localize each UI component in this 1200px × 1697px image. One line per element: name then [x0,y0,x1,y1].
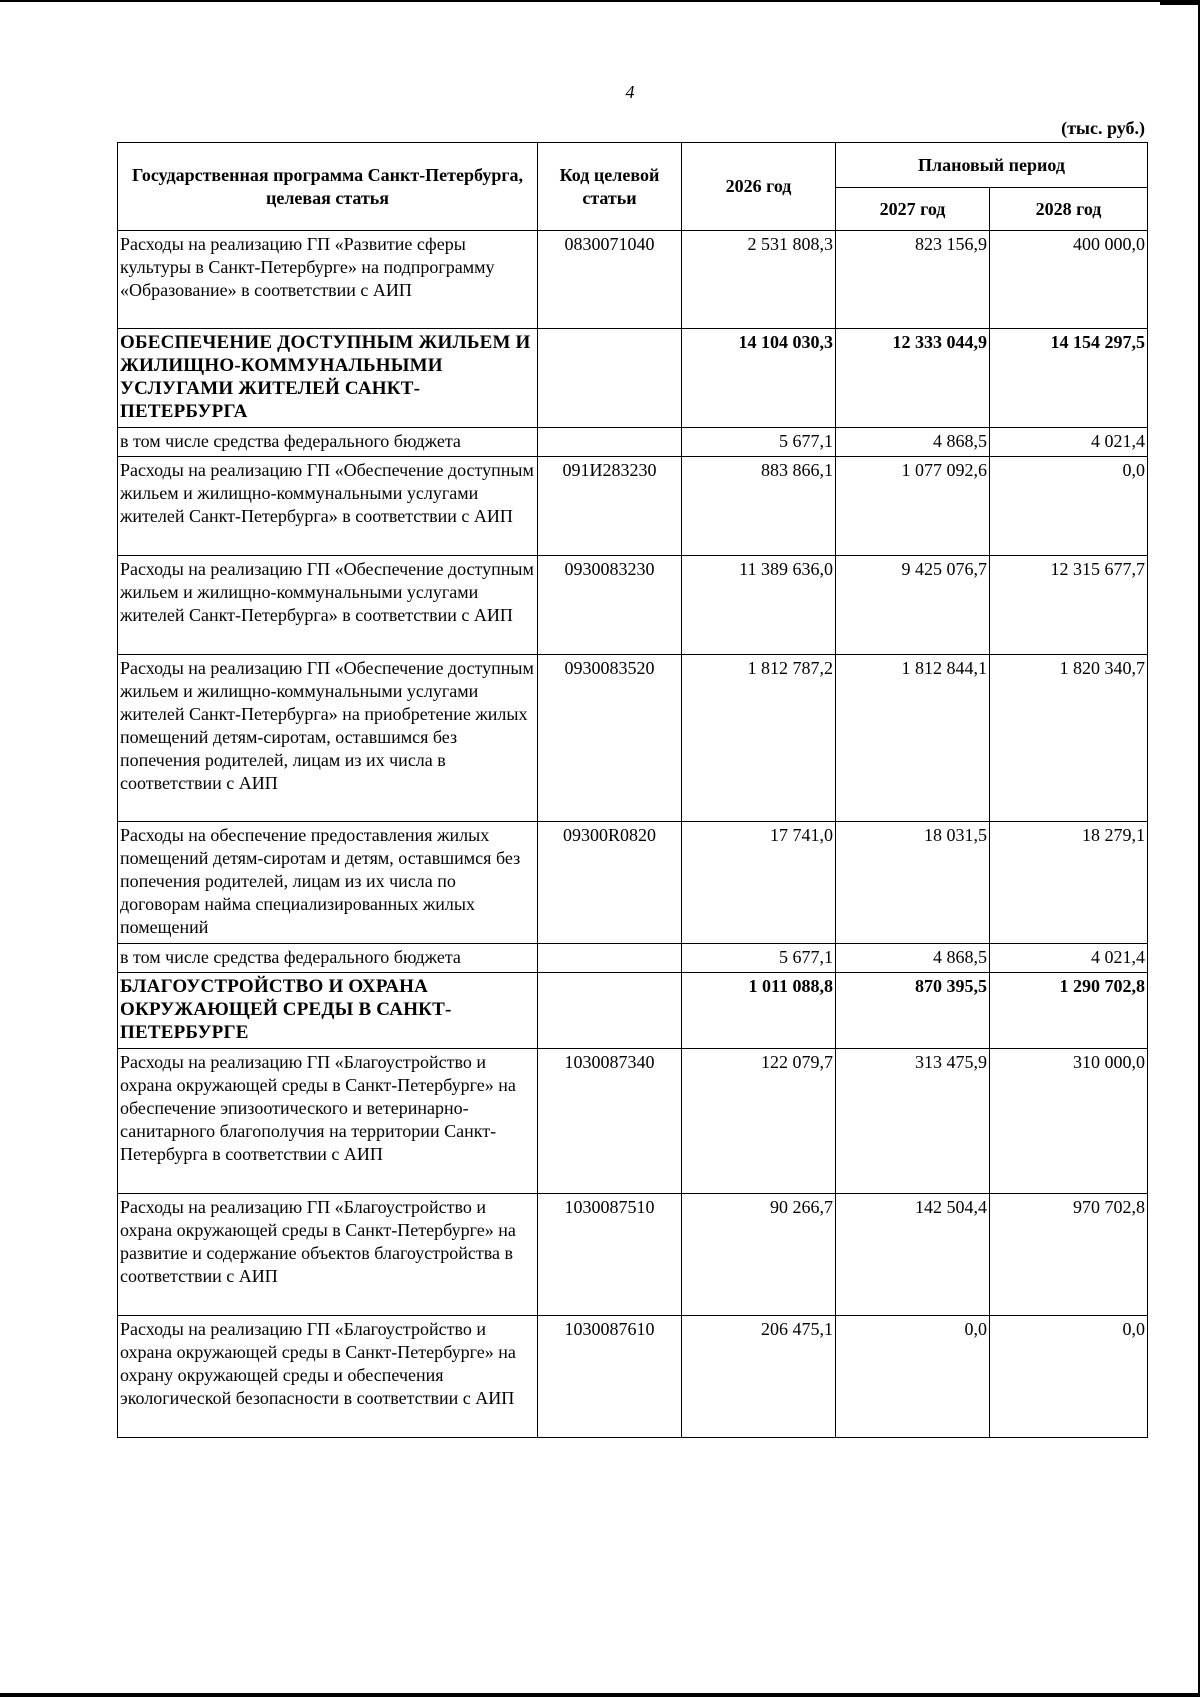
table-row [118,655,1148,822]
row-name: БЛАГОУСТРОЙСТВО И ОХРАНА ОКРУЖАЮЩЕЙ СРЕДЫ В САНКТ-ПЕТЕРБУРГЕ [118,973,538,1049]
row-code [538,973,682,1049]
row-value-2026: 5 677,1 [682,944,836,973]
row-name: Расходы на реализацию ГП «Благоустройство и охрана окружающей среды в Санкт-Петербурге» на развитие и содержание объектов благоустройства в соответствии с АИП [118,1194,538,1316]
header-code: Код целевой статьи [538,143,682,231]
header-year-2026: 2026 год [682,143,836,231]
table-body [118,231,1148,1438]
row-value-2028: 4 021,4 [990,944,1148,973]
table-row [118,1316,1148,1438]
row-value-2026: 1 812 787,2 [682,655,836,822]
row-value-2027: 1 812 844,1 [836,655,990,822]
row-name: Расходы на реализацию ГП «Благоустройство и охрана окружающей среды в Санкт-Петербурге» на обеспечение эпизоотического и ветеринарно-санитарного благополучия на территории Санкт-Петербурга в соответствии с АИП [118,1049,538,1194]
page-number: 4 [625,82,635,102]
row-value-2028: 18 279,1 [990,822,1148,944]
row-value-2027: 870 395,5 [836,973,990,1049]
row-code: 0930083230 [538,556,682,655]
row-value-2028: 970 702,8 [990,1194,1148,1316]
row-value-2026: 2 531 808,3 [682,231,836,329]
row-value-2026: 11 389 636,0 [682,556,836,655]
row-code [538,944,682,973]
row-code: 1030087510 [538,1194,682,1316]
header-program: Государственная программа Санкт-Петербурга, целевая статья [118,143,538,231]
scan-edge-bottom [0,1693,1200,1697]
scan-edge-top [0,0,1200,2]
row-value-2028: 400 000,0 [990,231,1148,329]
table-row [118,556,1148,655]
row-value-2026: 17 741,0 [682,822,836,944]
row-value-2027: 12 333 044,9 [836,329,990,428]
row-value-2028: 1 820 340,7 [990,655,1148,822]
table-row [118,457,1148,556]
row-value-2027: 18 031,5 [836,822,990,944]
header-row [118,143,1148,188]
budget-table [117,142,1148,1438]
row-value-2026: 1 011 088,8 [682,973,836,1049]
row-name: Расходы на реализацию ГП «Обеспечение доступным жильем и жилищно-коммунальными услугами жителей Санкт-Петербурга» в соответствии с АИП [118,457,538,556]
row-code: 0930083520 [538,655,682,822]
table-row [118,231,1148,329]
row-value-2027: 4 868,5 [836,944,990,973]
scan-mark [1160,0,1200,5]
row-value-2026: 883 866,1 [682,457,836,556]
row-code [538,329,682,428]
row-value-2027: 142 504,4 [836,1194,990,1316]
row-value-2028: 4 021,4 [990,428,1148,457]
units-label: (тыс. руб.) [1061,118,1145,138]
row-code: 09300R0820 [538,822,682,944]
row-value-2026: 122 079,7 [682,1049,836,1194]
header-year-2027: 2027 год [836,188,990,231]
row-value-2026: 206 475,1 [682,1316,836,1438]
table-row [118,1194,1148,1316]
table-header [118,143,1148,231]
row-code: 1030087340 [538,1049,682,1194]
row-name: в том числе средства федерального бюджета [118,428,538,457]
table-row [118,822,1148,944]
table-row [118,944,1148,973]
row-value-2028: 1 290 702,8 [990,973,1148,1049]
row-value-2027: 0,0 [836,1316,990,1438]
table-row [118,428,1148,457]
row-value-2027: 313 475,9 [836,1049,990,1194]
row-name: Расходы на реализацию ГП «Обеспечение доступным жильем и жилищно-коммунальными услугами жителей Санкт-Петербурга» в соответствии с АИП [118,556,538,655]
row-value-2027: 4 868,5 [836,428,990,457]
row-value-2028: 14 154 297,5 [990,329,1148,428]
header-planned-period: Плановый период [836,143,1148,188]
row-value-2027: 823 156,9 [836,231,990,329]
row-name: Расходы на реализацию ГП «Развитие сферы культуры в Санкт-Петербурге» на подпрограмму «Образование» в соответствии с АИП [118,231,538,329]
header-year-2028: 2028 год [990,188,1148,231]
row-value-2028: 0,0 [990,1316,1148,1438]
table-row [118,1049,1148,1194]
row-code [538,428,682,457]
row-value-2028: 310 000,0 [990,1049,1148,1194]
row-value-2026: 14 104 030,3 [682,329,836,428]
row-value-2026: 90 266,7 [682,1194,836,1316]
row-value-2027: 1 077 092,6 [836,457,990,556]
row-value-2028: 0,0 [990,457,1148,556]
table-row-section [118,973,1148,1049]
row-name: Расходы на реализацию ГП «Обеспечение доступным жильем и жилищно-коммунальными услугами жителей Санкт-Петербурга» на приобретение жилых помещений детям-сиротам, оставшимся без попечения родителей, лицам из их числа в соответствии с АИП [118,655,538,822]
row-value-2026: 5 677,1 [682,428,836,457]
table-row-section [118,329,1148,428]
row-code: 1030087610 [538,1316,682,1438]
row-code: 091И283230 [538,457,682,556]
row-name: в том числе средства федерального бюджета [118,944,538,973]
row-name: Расходы на реализацию ГП «Благоустройство и охрана окружающей среды в Санкт-Петербурге» на охрану окружающей среды и обеспечения экологической безопасности в соответствии с АИП [118,1316,538,1438]
row-value-2027: 9 425 076,7 [836,556,990,655]
row-code: 0830071040 [538,231,682,329]
row-value-2028: 12 315 677,7 [990,556,1148,655]
row-name: ОБЕСПЕЧЕНИЕ ДОСТУПНЫМ ЖИЛЬЕМ И ЖИЛИЩНО-КОММУНАЛЬНЫМИ УСЛУГАМИ ЖИТЕЛЕЙ САНКТ-ПЕТЕРБУРГА [118,329,538,428]
row-name: Расходы на обеспечение предоставления жилых помещений детям-сиротам и детям, оставшимся без попечения родителей, лицам из их числа по договорам найма специализированных жилых помещений [118,822,538,944]
